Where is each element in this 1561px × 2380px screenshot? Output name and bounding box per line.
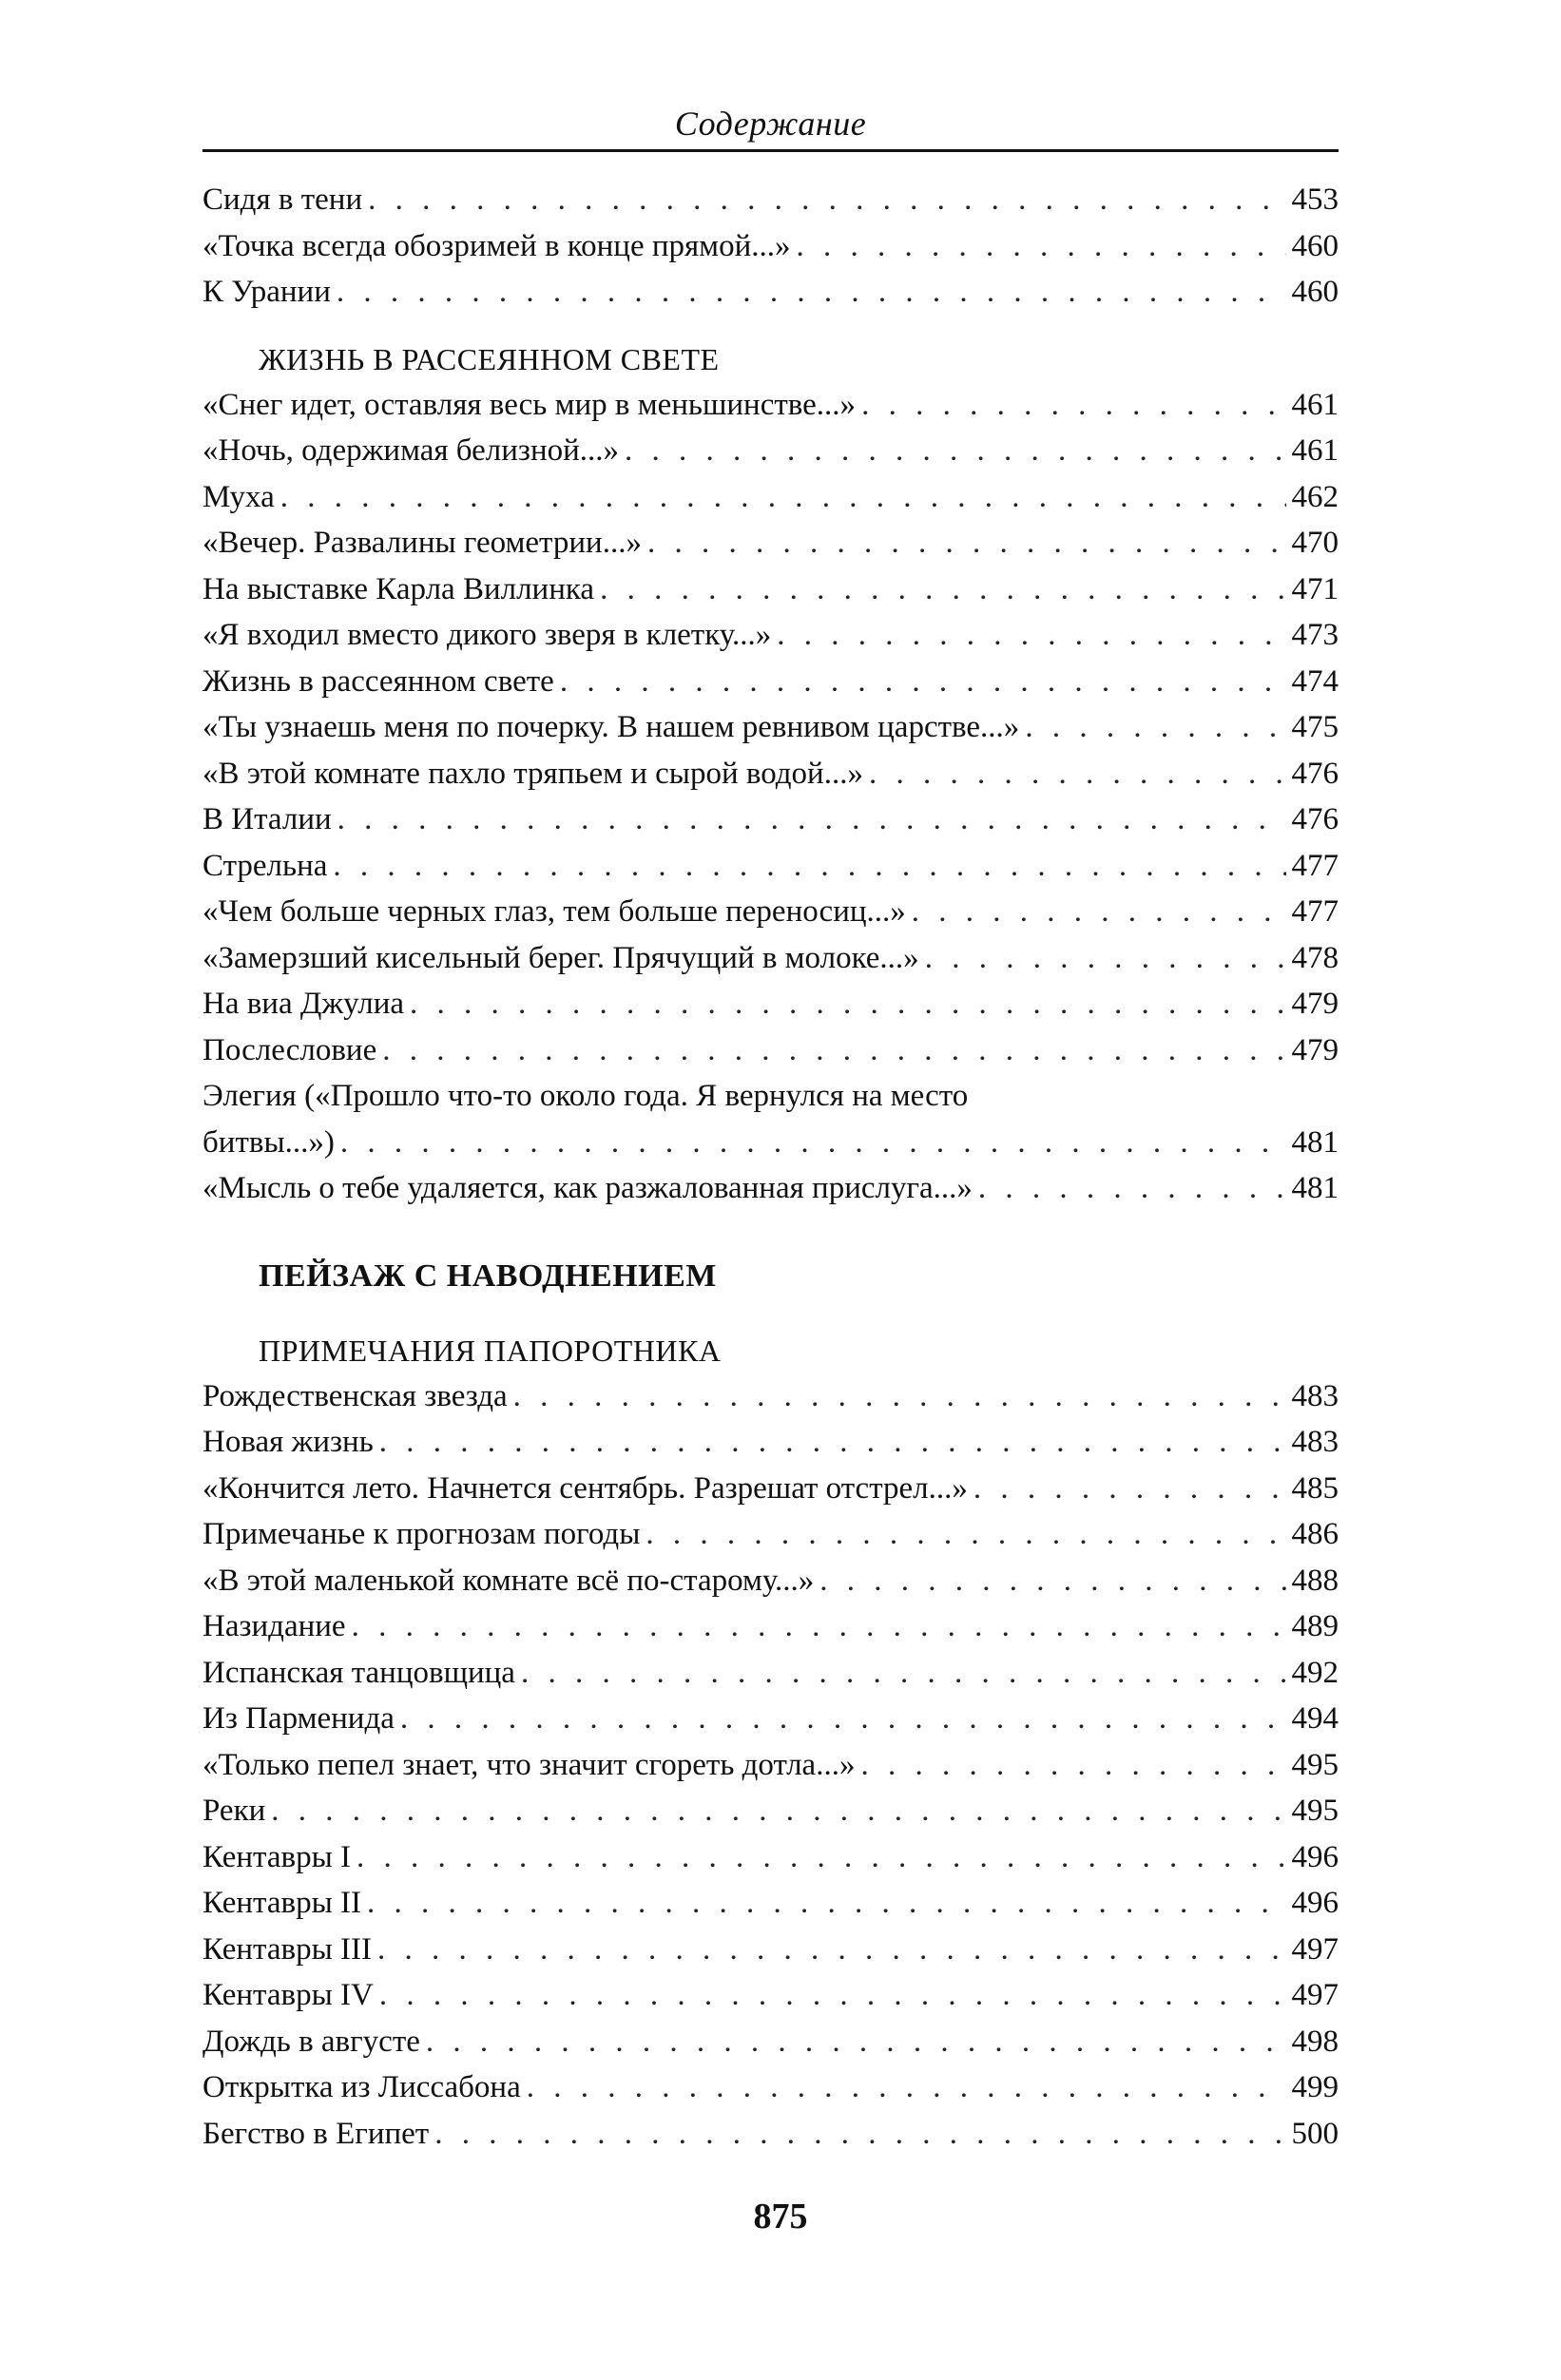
toc-entry-title: Кентавры III <box>202 1931 373 1967</box>
toc-entry-title: «Я входил вместо дикого зверя в клетку...» <box>202 618 772 652</box>
toc-entry-page: 485 <box>1291 1470 1339 1506</box>
toc-entry-title: Рождественская звезда <box>202 1378 508 1413</box>
toc-entry-title: «Ночь, одержимая белизной...» <box>202 433 620 468</box>
toc-entry <box>202 1696 1339 1742</box>
toc-entry <box>202 1073 1339 1120</box>
toc-entry-title: Жизнь в рассеянном свете <box>202 663 554 699</box>
dot-leader <box>368 177 1285 223</box>
toc-entry-page: 500 <box>1291 2116 1339 2151</box>
dot-leader <box>925 935 1286 982</box>
toc-entry-title: «В этой маленькой комнате всё по-старому...» <box>202 1563 815 1598</box>
toc-entry-page: 481 <box>1291 1124 1339 1160</box>
toc-group-1 <box>202 177 1339 316</box>
toc-entry <box>202 2064 1339 2111</box>
toc-entry-page: 476 <box>1291 756 1339 791</box>
toc-entry-page: 477 <box>1291 848 1339 883</box>
dot-leader <box>625 428 1285 474</box>
toc-entry-title: «Ты узнаешь меня по почерку. В нашем ревнивом царстве...» <box>202 710 1020 744</box>
dot-leader <box>973 1466 1286 1512</box>
toc-entry-title: «Кончится лето. Начнется сентябрь. Разрешат отстрел...» <box>202 1470 968 1506</box>
toc-entry-page: 460 <box>1291 275 1339 309</box>
part-heading: ПЕЙЗАЖ С НАВОДНЕНИЕМ <box>259 1257 717 1294</box>
toc-entry <box>202 382 1339 429</box>
toc-entry-page: 489 <box>1291 1609 1339 1643</box>
dot-leader <box>600 566 1285 613</box>
toc-entry-title: Открытка из Лиссабона <box>202 2070 521 2104</box>
toc-entry-page: 497 <box>1291 1931 1339 1967</box>
toc-entry-page: 496 <box>1291 1886 1339 1920</box>
toc-entry-title: Кентавры II <box>202 1886 362 1920</box>
toc-entry-title: К Урании <box>202 275 331 309</box>
toc-entry <box>202 1419 1339 1466</box>
toc-entry-page: 473 <box>1291 618 1339 652</box>
dot-leader <box>646 1511 1285 1558</box>
dot-leader <box>513 1373 1286 1420</box>
dot-leader <box>869 751 1286 797</box>
toc-entry-title: «Точка всегда обозримей в конце прямой...» <box>202 228 791 263</box>
toc-entry-title: «В этой комнате пахло тряпьем и сырой водой...» <box>202 756 863 791</box>
dot-leader <box>333 843 1285 890</box>
toc-entry-page: 461 <box>1291 387 1339 422</box>
toc-entry-page: 462 <box>1291 479 1339 514</box>
toc-entry <box>202 1120 1339 1166</box>
toc-entry-page: 494 <box>1291 1701 1339 1736</box>
toc-entry <box>202 981 1339 1027</box>
toc-entry <box>202 1650 1339 1697</box>
toc-entry-page: 495 <box>1291 1747 1339 1782</box>
section-heading: ЖИЗНЬ В РАССЕЯННОМ СВЕТЕ <box>259 341 720 376</box>
dot-leader <box>379 1419 1286 1466</box>
toc-entry <box>202 177 1339 223</box>
toc-entry-title: «Только пепел знает, что значит сгореть дотла...» <box>202 1747 856 1782</box>
dot-leader <box>777 612 1285 659</box>
toc-entry-page: 460 <box>1291 228 1339 263</box>
toc-entry-page: 479 <box>1291 1032 1339 1067</box>
dot-leader <box>434 2111 1285 2158</box>
toc-entry <box>202 612 1339 659</box>
toc-entry <box>202 520 1339 566</box>
toc-entry-page: 497 <box>1291 1978 1339 2012</box>
toc-entry <box>202 751 1339 797</box>
toc-entry-title: «Замерзший кисельный берег. Прячущий в молоке...» <box>202 940 919 975</box>
header-rule <box>202 149 1339 152</box>
toc-entry <box>202 1027 1339 1074</box>
toc-entry <box>202 474 1339 521</box>
dot-leader <box>1025 704 1285 751</box>
toc-entry-page: 453 <box>1291 182 1339 217</box>
dot-leader <box>377 1927 1285 1973</box>
toc-entry-page: 498 <box>1291 2024 1339 2059</box>
dot-leader <box>527 2064 1286 2111</box>
toc-entry <box>202 1558 1339 1604</box>
dot-leader <box>280 474 1286 521</box>
toc-entry-page: 475 <box>1291 710 1339 744</box>
dot-leader <box>367 1880 1285 1927</box>
toc-entry-page: 499 <box>1291 2070 1339 2104</box>
toc-entry-title: Элегия («Прошло что-то около года. Я вернулся на место <box>202 1079 969 1113</box>
dot-leader <box>271 1788 1285 1834</box>
toc-entry <box>202 659 1339 705</box>
toc-entry <box>202 566 1339 613</box>
toc-entry-page: 461 <box>1291 433 1339 468</box>
toc-entry <box>202 2019 1339 2065</box>
toc-entry-title: Муха <box>202 479 275 514</box>
toc-entry-title: В Италии <box>202 802 332 836</box>
toc-entry-title: Из Парменида <box>202 1701 395 1736</box>
toc-entry-page: 477 <box>1291 894 1339 929</box>
toc-entry <box>202 1880 1339 1927</box>
toc-entry-page: 483 <box>1291 1425 1339 1459</box>
dot-leader <box>560 659 1286 705</box>
page-number: 875 <box>753 2197 808 2236</box>
toc-entry <box>202 223 1339 270</box>
toc-entry-page: 470 <box>1291 526 1339 560</box>
toc-entry-title: «Вечер. Развалины геометрии...» <box>202 526 642 560</box>
toc-entry <box>202 1834 1339 1881</box>
dot-leader <box>978 1165 1286 1212</box>
toc-entry <box>202 428 1339 474</box>
toc-entry <box>202 935 1339 982</box>
toc-entry-title: Кентавры I <box>202 1839 352 1874</box>
toc-entry-title: Примечанье к прогнозам погоды <box>202 1517 641 1551</box>
dot-leader <box>912 889 1286 935</box>
toc-entry-page: 495 <box>1291 1794 1339 1828</box>
toc-entry <box>202 704 1339 751</box>
toc-entry <box>202 1511 1339 1558</box>
toc-entry-title: Кентавры IV <box>202 1978 374 2012</box>
toc-entry-title: На выставке Карла Виллинка <box>202 571 595 606</box>
dot-leader <box>352 1603 1286 1650</box>
dot-leader <box>860 1742 1285 1789</box>
toc-group-2b <box>202 1165 1339 1212</box>
toc-entry-title: На виа Джулиа <box>202 987 405 1021</box>
toc-entry-page: 483 <box>1291 1378 1339 1413</box>
toc-entry-title: Бегство в Египет <box>202 2116 430 2151</box>
toc-entry-title: Стрельна <box>202 848 328 883</box>
dot-leader <box>337 797 1286 843</box>
toc-entry <box>202 797 1339 843</box>
toc-entry-title: Реки <box>202 1794 266 1828</box>
toc-entry-title: Назидание <box>202 1609 346 1643</box>
toc-entry <box>202 1373 1339 1420</box>
dot-leader <box>357 1834 1285 1881</box>
dot-leader <box>337 269 1286 316</box>
toc-entry-elegy <box>202 1073 1339 1165</box>
toc-entry <box>202 1788 1339 1834</box>
toc-entry <box>202 889 1339 935</box>
toc-entry <box>202 843 1339 890</box>
toc-entry <box>202 1742 1339 1789</box>
running-header: Содержание <box>674 105 867 143</box>
toc-entry-page: 476 <box>1291 802 1339 836</box>
dot-leader <box>410 981 1285 1027</box>
toc-entry <box>202 1603 1339 1650</box>
toc-entry-page: 474 <box>1291 663 1339 699</box>
toc-group-2 <box>202 382 1339 1074</box>
toc-entry-page: 479 <box>1291 987 1339 1021</box>
toc-entry-page: 478 <box>1291 940 1339 975</box>
dot-leader <box>521 1650 1286 1697</box>
toc-entry-page: 492 <box>1291 1655 1339 1690</box>
dot-leader <box>861 382 1285 429</box>
dot-leader <box>647 520 1286 566</box>
toc-entry-title: Новая жизнь <box>202 1425 374 1459</box>
dot-leader <box>426 2019 1286 2065</box>
dot-leader <box>382 1027 1285 1074</box>
dot-leader <box>819 1558 1285 1604</box>
toc-entry-title: Сидя в тени <box>202 182 363 217</box>
toc-entry-title: «Снег идет, оставляя весь мир в меньшинстве...» <box>202 387 857 422</box>
toc-entry-page: 488 <box>1291 1563 1339 1598</box>
toc-entry-title-continued: битвы...») <box>202 1124 335 1160</box>
toc-entry-page: 496 <box>1291 1839 1339 1874</box>
toc-entry <box>202 1927 1339 1973</box>
toc-entry <box>202 1165 1339 1212</box>
toc-entry <box>202 1466 1339 1512</box>
table-of-contents <box>202 177 1339 2157</box>
toc-entry-page: 471 <box>1291 571 1339 606</box>
toc-entry-title: «Чем больше черных глаз, тем больше переносиц...» <box>202 894 906 929</box>
dot-leader <box>796 223 1285 270</box>
dot-leader <box>379 1972 1286 2019</box>
toc-entry-title: Послесловие <box>202 1032 377 1067</box>
toc-entry-title: «Мысль о тебе удаляется, как разжалованная прислуга...» <box>202 1171 973 1205</box>
toc-group-3 <box>202 1373 1339 2158</box>
dot-leader <box>400 1696 1286 1742</box>
toc-entry-page: 486 <box>1291 1517 1339 1551</box>
dot-leader <box>340 1120 1286 1166</box>
toc-entry <box>202 1972 1339 2019</box>
toc-entry-title: Дождь в августе <box>202 2024 420 2059</box>
toc-entry <box>202 269 1339 316</box>
toc-entry-page: 481 <box>1291 1171 1339 1205</box>
section-heading: ПРИМЕЧАНИЯ ПАПОРОТНИКА <box>259 1333 722 1368</box>
toc-entry-title: Испанская танцовщица <box>202 1655 515 1690</box>
toc-entry <box>202 2111 1339 2158</box>
